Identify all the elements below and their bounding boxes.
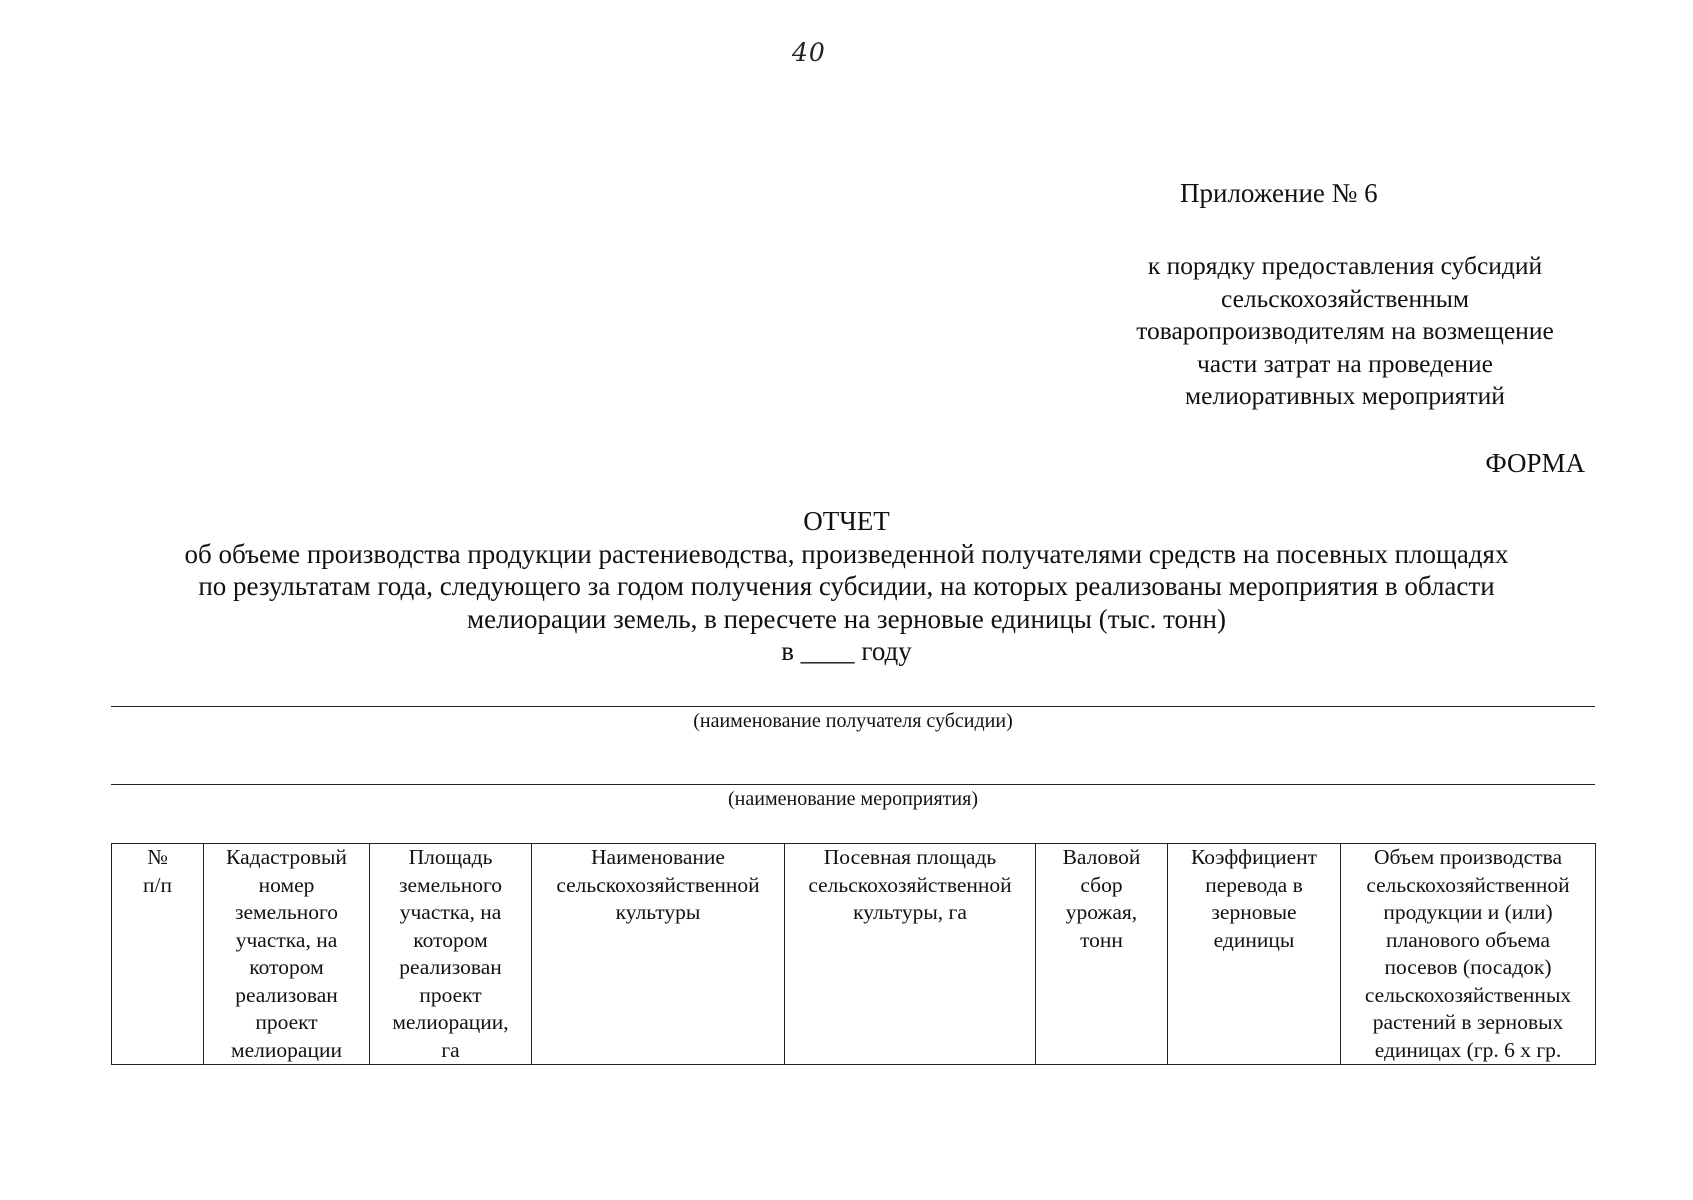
appendix-subtitle-line: товаропроизводителям на возмещение xyxy=(1136,316,1554,345)
report-description-line: мелиорации земель, в пересчете на зерновые единицы (тыс. тонн) xyxy=(467,603,1226,634)
table-header-cell: Площадь земельного участка, на котором реализован проект мелиорации, га xyxy=(370,844,532,1065)
table-header-cell: Посевная площадь сельскохозяйственной культуры, га xyxy=(785,844,1036,1065)
table-header-cell: Коэффициент перевода в зерновые единицы xyxy=(1168,844,1341,1065)
table-header-cell: Валовой сбор урожая, тонн xyxy=(1036,844,1168,1065)
form-label: ФОРМА xyxy=(1485,448,1585,478)
report-description-line: по результатам года, следующего за годом получения субсидии, на которых реализованы мероприятия в области xyxy=(198,571,1495,601)
table-header-cell: Кадастровый номер земельного участка, на котором реализован проект мелиорации xyxy=(204,844,370,1065)
table-header-cell: Наименование сельскохозяйственной культуры xyxy=(532,844,785,1065)
report-heading xyxy=(110,505,1583,668)
appendix-subtitle-line: к порядку предоставления субсидий xyxy=(1147,251,1543,280)
table-header-row xyxy=(112,844,1596,1065)
appendix-title: Приложение № 6 xyxy=(1180,178,1378,208)
appendix-subtitle-line: части затрат на проведение xyxy=(1196,348,1493,378)
appendix-subtitle-line: мелиоративных мероприятий xyxy=(1185,381,1505,410)
report-year-line: в ____ году xyxy=(781,636,912,666)
appendix-subtitle xyxy=(1095,250,1595,413)
table-header-cell: Объем производства сельскохозяйственной продукции и (или) планового объема посевов (посадок) сельскохозяйственных растений в зерновых единицах (гр. 6 х гр. xyxy=(1341,844,1596,1065)
report-table xyxy=(111,843,1596,1065)
table-header-cell: № п/п xyxy=(112,844,204,1065)
activity-name-line xyxy=(111,784,1595,785)
report-description-line: об объеме производства продукции растениеводства, произведенной получателями средств на посевных площадях xyxy=(184,538,1509,569)
appendix-subtitle-line: сельскохозяйственным xyxy=(1220,283,1470,313)
recipient-name-line xyxy=(111,706,1595,707)
report-title: ОТЧЕТ xyxy=(803,506,890,536)
activity-name-caption: (наименование мероприятия) xyxy=(728,788,978,810)
page-number: 40 xyxy=(792,38,826,67)
recipient-name-caption: (наименование получателя субсидии) xyxy=(693,710,1013,732)
